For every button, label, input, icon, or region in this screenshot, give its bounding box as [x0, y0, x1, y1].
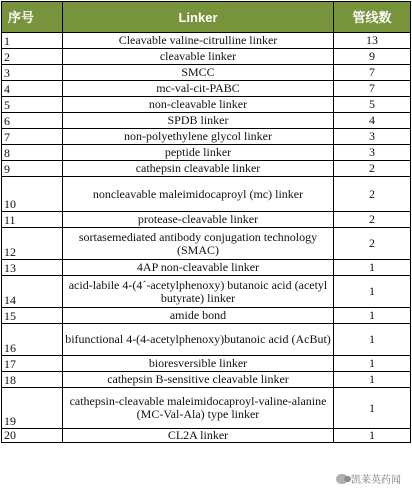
row-linker: SMCC — [63, 65, 334, 81]
row-number: 4 — [2, 81, 63, 97]
row-number: 17 — [2, 356, 63, 372]
row-number: 12 — [2, 228, 63, 260]
row-number: 8 — [2, 145, 63, 161]
table-row — [2, 145, 411, 161]
row-number: 2 — [2, 49, 63, 65]
header-count: 管线数 — [334, 2, 411, 33]
table-row — [2, 49, 411, 65]
wechat-icon — [336, 474, 348, 484]
row-count: 5 — [334, 97, 411, 113]
row-linker: non-polyethylene glycol linker — [63, 129, 334, 145]
table-row — [2, 356, 411, 372]
row-linker: SPDB linker — [63, 113, 334, 129]
row-linker: cleavable linker — [63, 49, 334, 65]
row-number: 1 — [2, 33, 63, 49]
row-number: 19 — [2, 388, 63, 429]
table-row — [2, 97, 411, 113]
row-linker: bioresversible linker — [63, 356, 334, 372]
row-linker: sortasemediated antibody conjugation technology (SMAC) — [63, 228, 334, 260]
row-count: 3 — [334, 145, 411, 161]
row-count: 1 — [334, 372, 411, 388]
row-count: 1 — [334, 260, 411, 276]
row-count: 1 — [334, 308, 411, 324]
watermark-text: 凯莱英药闻 — [351, 475, 401, 486]
header-no: 序号 — [2, 2, 63, 33]
row-linker: CL2A linker — [63, 429, 334, 443]
row-linker: cathepsin-cleavable maleimidocaproyl-valine-alanine (MC-Val-Ala) type linker — [63, 388, 334, 429]
table-row — [2, 81, 411, 97]
row-number: 15 — [2, 308, 63, 324]
header-row — [2, 2, 411, 33]
table-row — [2, 33, 411, 49]
table-row — [2, 129, 411, 145]
row-count: 9 — [334, 49, 411, 65]
row-number: 3 — [2, 65, 63, 81]
row-count: 3 — [334, 129, 411, 145]
row-number: 7 — [2, 129, 63, 145]
row-linker: peptide linker — [63, 145, 334, 161]
linker-table — [1, 1, 411, 443]
row-number: 9 — [2, 161, 63, 177]
table-row — [2, 388, 411, 429]
row-count: 2 — [334, 161, 411, 177]
row-count: 1 — [334, 324, 411, 356]
row-linker: bifunctional 4-(4-acetylphenoxy)butanoic acid (AcBut) — [63, 324, 334, 356]
row-number: 18 — [2, 372, 63, 388]
row-linker: protease-cleavable linker — [63, 212, 334, 228]
table-row — [2, 429, 411, 443]
row-count: 13 — [334, 33, 411, 49]
row-number: 11 — [2, 212, 63, 228]
row-number: 6 — [2, 113, 63, 129]
watermark — [333, 470, 404, 487]
row-count: 2 — [334, 177, 411, 212]
row-count: 7 — [334, 65, 411, 81]
table-row — [2, 212, 411, 228]
table-row — [2, 161, 411, 177]
row-count: 2 — [334, 228, 411, 260]
row-number: 13 — [2, 260, 63, 276]
row-linker: noncleavable maleimidocaproyl (mc) linker — [63, 177, 334, 212]
table-row — [2, 65, 411, 81]
row-number: 10 — [2, 177, 63, 212]
row-linker: Cleavable valine-citrulline linker — [63, 33, 334, 49]
header-linker: Linker — [63, 2, 334, 33]
row-linker: cathepsin B-sensitive cleavable linker — [63, 372, 334, 388]
row-linker: amide bond — [63, 308, 334, 324]
row-count: 1 — [334, 356, 411, 372]
table-row — [2, 372, 411, 388]
table-row — [2, 276, 411, 308]
row-number: 5 — [2, 97, 63, 113]
row-linker: 4AP non-cleavable linker — [63, 260, 334, 276]
row-linker: acid-labile 4-(4´-acetylphenoxy) butanoic acid (acetyl butyrate) linker — [63, 276, 334, 308]
row-linker: non-cleavable linker — [63, 97, 334, 113]
table-row — [2, 308, 411, 324]
row-count: 7 — [334, 81, 411, 97]
row-number: 14 — [2, 276, 63, 308]
row-count: 2 — [334, 212, 411, 228]
row-linker: mc-val-cit-PABC — [63, 81, 334, 97]
row-count: 1 — [334, 388, 411, 429]
row-count: 4 — [334, 113, 411, 129]
row-number: 20 — [2, 429, 63, 443]
table-row — [2, 113, 411, 129]
row-number: 16 — [2, 324, 63, 356]
row-count: 1 — [334, 429, 411, 443]
table-row — [2, 260, 411, 276]
table-row — [2, 228, 411, 260]
row-linker: cathepsin cleavable linker — [63, 161, 334, 177]
row-count: 1 — [334, 276, 411, 308]
table-row — [2, 177, 411, 212]
table-row — [2, 324, 411, 356]
